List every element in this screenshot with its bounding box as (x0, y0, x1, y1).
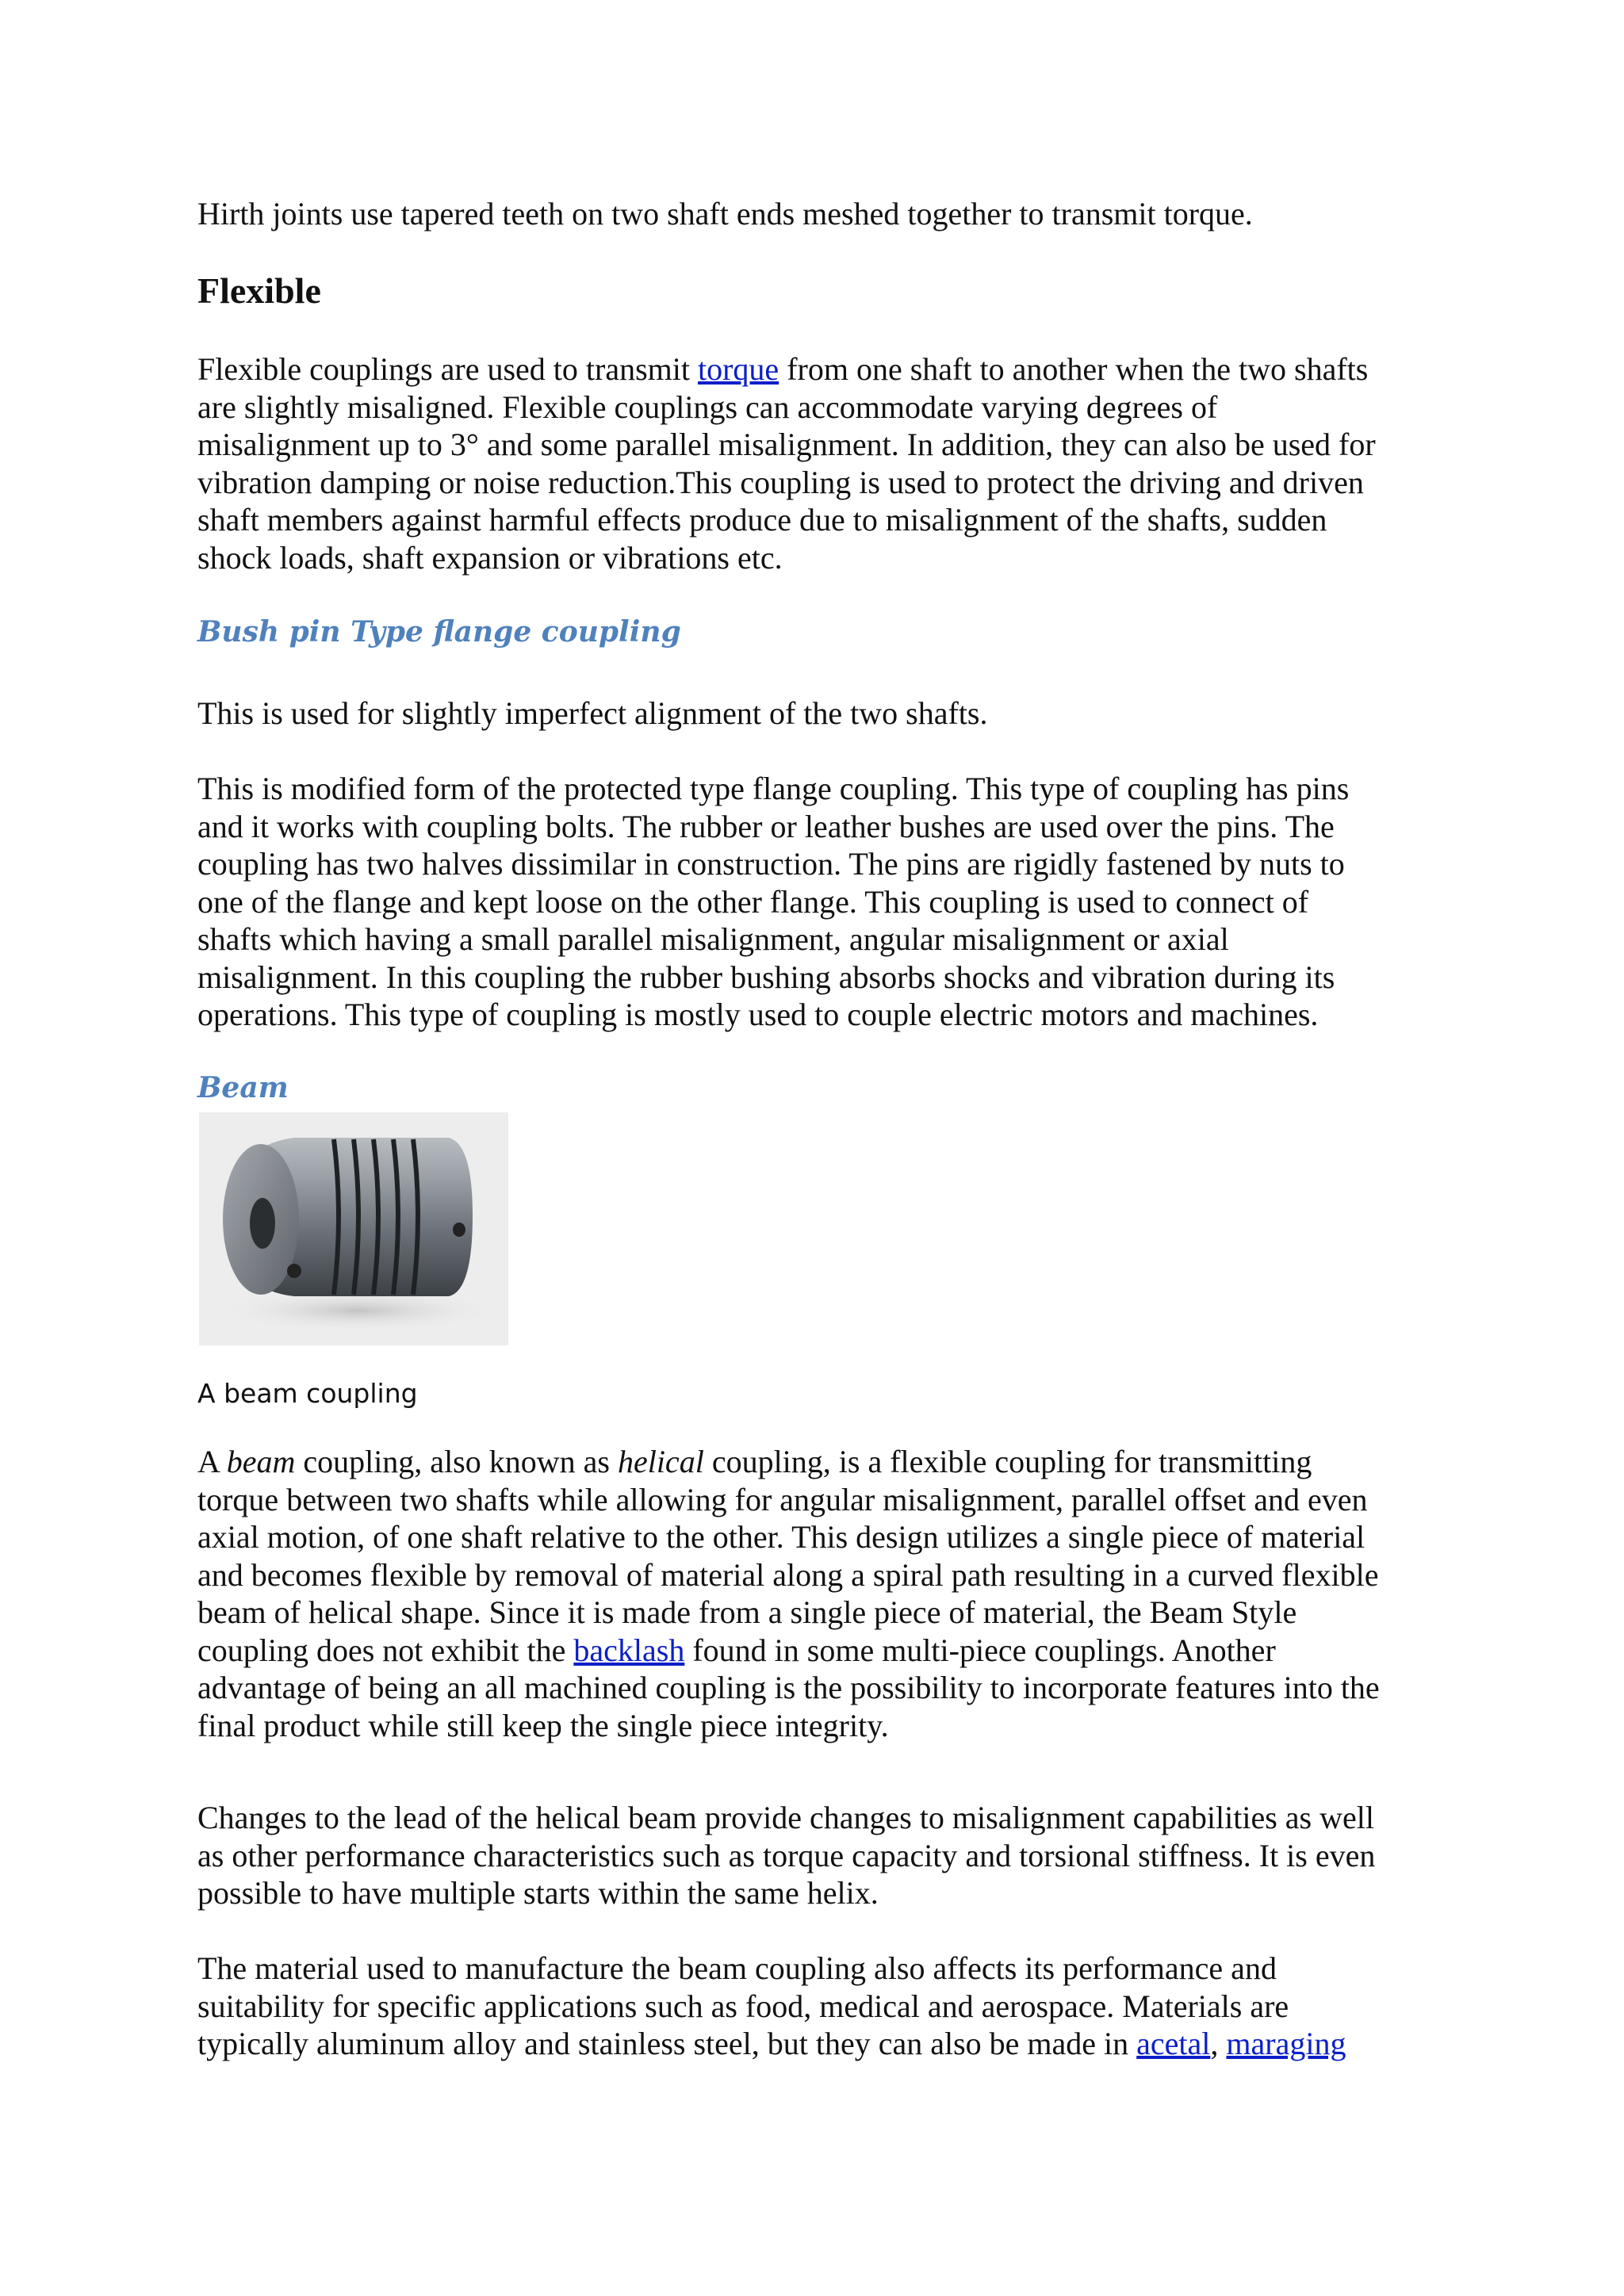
acetal-link[interactable]: acetal (1136, 2026, 1211, 2061)
beam-coupling-image (199, 1112, 508, 1345)
beam-paragraph-2: Changes to the lead of the helical beam provide changes to misalignment capabilities as well as other performance characteristics such as torque capacity and torsional stiffness. It is even possible to have multiple starts within the same helix. (197, 1800, 1376, 1911)
bush-pin-paragraph: This is modified form of the protected type flange coupling. This type of coupling has pins and it works with coupling bolts. The rubber or leather bushes are used over the pins. The coupling has two halves dissimilar in construction. The pins are rigidly fastened by nuts to one of the flange and kept loose on the other flange. This coupling is used to connect of shafts which having a small parallel misalignment, angular misalignment or axial misalignment. In this coupling the rubber bushing absorbs shocks and vibration during its operations. This type of coupling is mostly used to couple electric motors and machines. (197, 771, 1350, 1032)
beam-coupling-illustration (199, 1112, 508, 1345)
flexible-heading: Flexible (197, 270, 321, 311)
beam-paragraph-3: The material used to manufacture the beam coupling also affects its performance and suitability for specific applications such as food, medical and aerospace. Materials are typically aluminum alloy and stainless steel, but they can also be made in acetal, maraging (197, 1950, 1346, 2061)
bush-pin-intro: This is used for slightly imperfect alignment of the two shafts. (197, 695, 988, 731)
backlash-link[interactable]: backlash (573, 1632, 685, 1668)
beam-heading: Beam (197, 1071, 289, 1104)
torque-link[interactable]: torque (698, 351, 779, 387)
maraging-link[interactable]: maraging (1226, 2026, 1346, 2061)
beam-paragraph-1: A beam coupling, also known as helical coupling, is a flexible coupling for transmitting torque between two shafts while allowing for angular misalignment, parallel offset and even axial motion, of one shaft relative to the other. This design utilizes a single piece of material and becomes flexible by removal of material along a spiral path resulting in a curved flexible beam of helical shape. Since it is made from a single piece of material, the Beam Style coupling does not exhibit the backlash found in some multi-piece couplings. Another advantage of being an all machined coupling is the possibility to incorporate features into the final product while still keep the single piece integrity. (197, 1444, 1380, 1743)
flexible-paragraph: Flexible couplings are used to transmit torque from one shaft to another when the two shafts are slightly misaligned. Flexible couplings can accommodate varying degrees of misalignment up to 3° and some parallel misalignment. In addition, they can also be used for vibration damping or noise reduction.This coupling is used to protect the driving and driven shaft members against harmful effects produce due to misalignment of the shafts, sudden shock loads, shaft expansion or vibrations etc. (197, 351, 1376, 576)
intro-paragraph: Hirth joints use tapered teeth on two shaft ends meshed together to transmit torque. (197, 196, 1253, 232)
beam-caption: A beam coupling (197, 1378, 418, 1409)
bush-pin-heading: Bush pin Type flange coupling (197, 615, 681, 649)
